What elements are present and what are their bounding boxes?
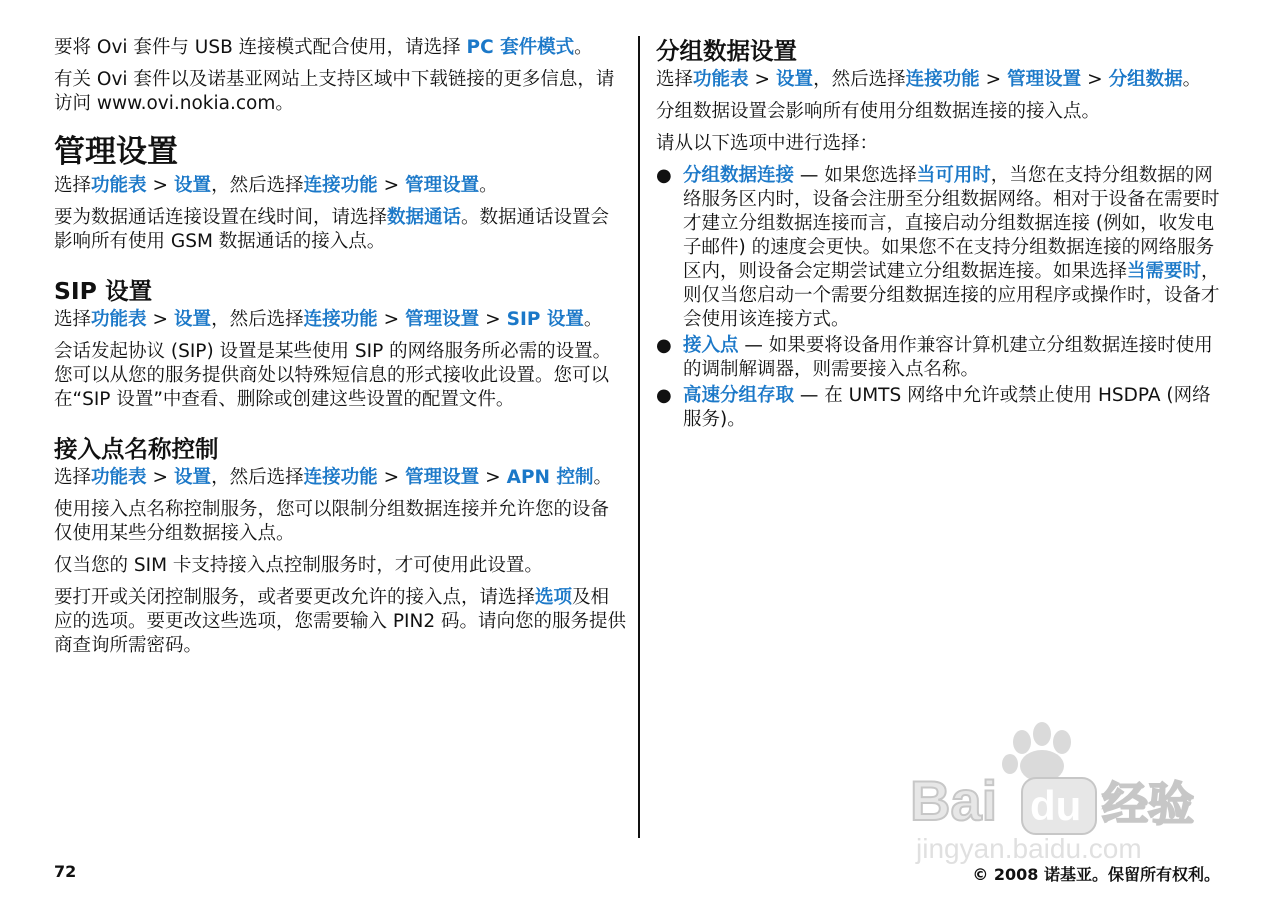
sip-settings-heading: SIP 设置 [54, 277, 153, 305]
path-separator: > [152, 309, 169, 330]
text-span: 要将 Ovi 套件与 USB 连接模式配合使用，请选择 [54, 37, 467, 58]
path-separator: > [985, 69, 1002, 90]
bullet-icon: ● [656, 385, 672, 406]
baidu-jingyan-watermark [910, 722, 1210, 872]
path-separator: > [1087, 69, 1103, 90]
data-call-paragraph [54, 206, 626, 254]
packet-options-list [656, 164, 1226, 432]
text-span: ，然后选择 [211, 309, 304, 330]
sip-settings-nav-path [54, 308, 626, 332]
path-separator: > [383, 467, 400, 488]
text-span: 。 [583, 309, 603, 330]
text-span: 。 [479, 175, 498, 196]
admin-settings-link[interactable]: 管理设置 [1007, 69, 1082, 90]
settings-link[interactable]: 设置 [174, 467, 212, 488]
text-span: 选择 [54, 309, 92, 330]
right-column [656, 36, 1226, 434]
text-span: 选择 [54, 175, 92, 196]
packet-data-description: 分组数据设置会影响所有使用分组数据连接的接入点。 [656, 101, 1101, 122]
left-column [54, 36, 626, 666]
path-separator: > [383, 175, 400, 196]
choose-options-text: 请从以下选项中进行选择： [656, 133, 879, 154]
admin-settings-heading: 管理设置 [54, 134, 178, 170]
path-separator: > [485, 467, 501, 488]
menu-link[interactable]: 功能表 [91, 467, 147, 488]
packet-data-link[interactable]: 分组数据 [1108, 69, 1183, 90]
sip-description-paragraph: 会话发起协议 (SIP) 设置是某些使用 SIP 的网络服务所必需的设置。您可以从您的服务提供商处以特殊短信息的形式接收此设置。您可以在“SIP 设置”中查看、删除或创建这些设置的配置文件。 [54, 341, 612, 410]
watermark-jingyan-text: 经验 [1102, 777, 1194, 831]
ovi-download-paragraph: 有关 Ovi 套件以及诺基亚网站上支持区域中下载链接的更多信息，请访问 www.ovi.nokia.com。 [54, 69, 615, 114]
text-span: ，当您在支持分组数据的网络服务区内时，设备会注册至分组数据网络。相对于设备在需要时才建立分组数据连接而言，直接启动分组数据连接 (例如，收发电子邮件) 的速度会更快。如果您不在支持分组数据连接的网络服务区内，则设备会定期尝试建立分组数据连接。如果选择 [683, 165, 1220, 282]
sip-settings-link[interactable]: SIP 设置 [506, 309, 584, 330]
connectivity-link[interactable]: 连接功能 [303, 309, 378, 330]
text-span: 。 [593, 467, 612, 488]
apn-sim-paragraph: 仅当您的 SIM 卡支持接入点控制服务时，才可使用此设置。 [54, 555, 543, 576]
text-span: 。 [1182, 69, 1202, 90]
menu-link[interactable]: 功能表 [693, 69, 749, 90]
admin-settings-link[interactable]: 管理设置 [405, 309, 480, 330]
data-call-link[interactable]: 数据通话 [387, 207, 462, 228]
list-item [656, 334, 1226, 382]
text-span: 及相应的选项。要更改这些选项，您需要输入 PIN2 码。请向您的服务提供商查询所需密码。 [54, 587, 626, 656]
text-span: 选择 [54, 467, 92, 488]
watermark-du-text: du [1030, 782, 1082, 829]
apn-control-link[interactable]: APN 控制 [506, 467, 594, 488]
text-span: — 在 UMTS 网络中允许或禁止使用 HSDPA (网络服务)。 [683, 385, 1211, 430]
when-available-option[interactable]: 当可用时 [916, 165, 991, 186]
path-separator: > [152, 467, 169, 488]
connectivity-link[interactable]: 连接功能 [303, 175, 378, 196]
settings-link[interactable]: 设置 [776, 69, 814, 90]
text-span: 。数据通话设置会影响所有使用 GSM 数据通话的接入点。 [54, 207, 610, 252]
watermark-logo-text: Bai [910, 769, 998, 832]
text-span: 要打开或关闭控制服务，或者要更改允许的接入点，请选择 [54, 587, 536, 608]
list-item [656, 164, 1226, 332]
menu-link[interactable]: 功能表 [91, 309, 147, 330]
hsdpa-option[interactable]: 高速分组存取 [683, 385, 795, 406]
ovi-usb-paragraph [54, 36, 626, 60]
admin-settings-link[interactable]: 管理设置 [405, 175, 480, 196]
connectivity-link[interactable]: 连接功能 [905, 69, 980, 90]
text-span: ，然后选择 [813, 69, 906, 90]
apn-options-paragraph [54, 586, 626, 658]
text-span: ，然后选择 [211, 467, 304, 488]
watermark-url: jingyan.baidu.com [916, 833, 1142, 864]
text-span: — 如果要将设备用作兼容计算机建立分组数据连接时使用的调制解调器，则需要接入点名称。 [683, 335, 1213, 380]
settings-link[interactable]: 设置 [174, 309, 212, 330]
paw-icon [1002, 722, 1071, 782]
packet-data-nav-path [656, 68, 1226, 92]
admin-settings-link[interactable]: 管理设置 [405, 467, 480, 488]
path-separator: > [485, 309, 501, 330]
apn-description-paragraph: 使用接入点名称控制服务，您可以限制分组数据连接并允许您的设备仅使用某些分组数据接入点。 [54, 499, 610, 544]
list-item [656, 384, 1226, 432]
path-separator: > [152, 175, 169, 196]
when-needed-option[interactable]: 当需要时 [1127, 261, 1202, 282]
connectivity-link[interactable]: 连接功能 [303, 467, 378, 488]
text-span: 。 [574, 37, 593, 58]
bullet-icon: ● [656, 165, 672, 186]
pc-suite-mode-link[interactable]: PC 套件模式 [466, 37, 575, 58]
access-point-option[interactable]: 接入点 [683, 335, 739, 356]
page-number: 72 [54, 862, 77, 881]
packet-data-settings-heading: 分组数据设置 [656, 37, 797, 65]
copyright-text: © 2008 诺基亚。保留所有权利。 [972, 865, 1220, 884]
column-divider [638, 36, 640, 838]
admin-settings-nav-path [54, 174, 626, 198]
packet-data-connection-option[interactable]: 分组数据连接 [683, 165, 795, 186]
text-span: 选择 [656, 69, 694, 90]
bullet-icon: ● [656, 335, 672, 356]
menu-link[interactable]: 功能表 [91, 175, 147, 196]
path-separator: > [383, 309, 400, 330]
apn-control-heading: 接入点名称控制 [54, 435, 219, 463]
text-span: ，则仅当您启动一个需要分组数据连接的应用程序或操作时，设备才会使用该连接方式。 [683, 261, 1220, 330]
text-span: 要为数据通话连接设置在线时间，请选择 [54, 207, 388, 228]
options-link[interactable]: 选项 [535, 587, 573, 608]
path-separator: > [754, 69, 771, 90]
apn-control-nav-path [54, 466, 626, 490]
settings-link[interactable]: 设置 [174, 175, 212, 196]
text-span: ，然后选择 [211, 175, 304, 196]
text-span: — 如果您选择 [794, 165, 917, 186]
